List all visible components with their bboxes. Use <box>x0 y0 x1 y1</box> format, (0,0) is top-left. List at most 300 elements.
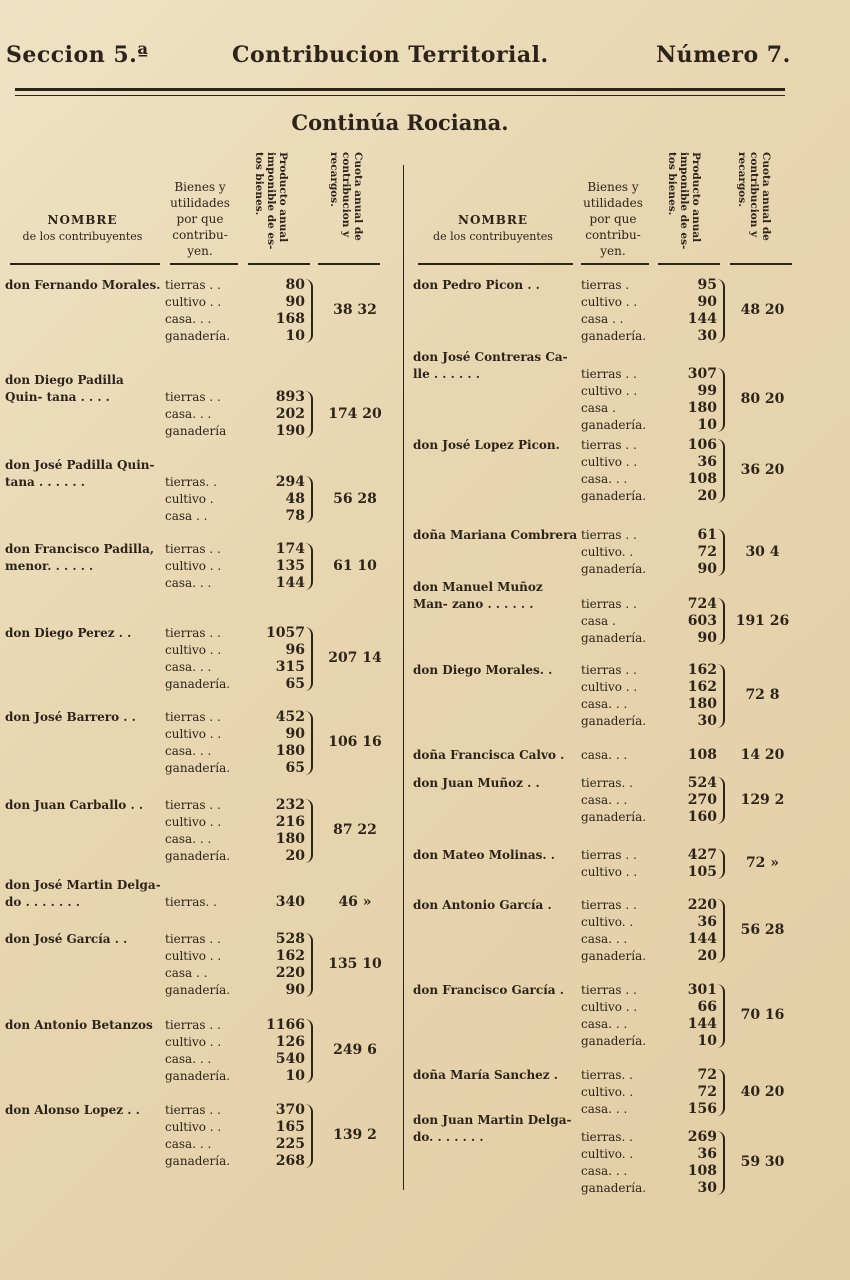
property-type: tierras. . <box>581 776 633 790</box>
contributor-name: don Francisco García . <box>413 983 564 997</box>
annual-quota: 61 10 <box>333 557 377 574</box>
brace-icon <box>717 899 725 963</box>
contributor-name: don José García . . <box>5 932 128 946</box>
brace-icon <box>717 984 725 1048</box>
taxable-value: 180 <box>275 743 305 759</box>
property-type: ganadería. <box>581 810 647 824</box>
taxable-value: 144 <box>687 1016 717 1032</box>
taxable-value: 65 <box>285 760 305 776</box>
taxable-values <box>675 437 717 505</box>
annual-quota: 46 » <box>338 893 372 910</box>
property-type: casa. . . <box>581 1102 628 1116</box>
taxable-values <box>675 897 717 965</box>
taxable-values <box>675 747 717 764</box>
taxable-value: 893 <box>275 389 305 405</box>
property-type: cultivo . . <box>165 727 222 741</box>
cuota-header: Cuota anual de contribucion y recargos. <box>328 152 364 241</box>
property-types <box>581 437 646 505</box>
annual-quota: 106 16 <box>328 734 382 750</box>
header-underline <box>248 263 310 265</box>
property-type: casa. . . <box>581 1164 628 1178</box>
taxable-value: 144 <box>687 311 717 327</box>
taxable-value: 162 <box>687 679 717 695</box>
property-types <box>165 1017 230 1085</box>
property-type: tierras. . <box>581 1068 633 1082</box>
contributor-name: don Manuel Muñoz Man- zano . . . . . . <box>413 580 543 611</box>
taxable-values <box>675 662 717 730</box>
property-types <box>581 596 646 647</box>
taxable-value: 10 <box>285 328 305 344</box>
annual-quota: 174 20 <box>328 405 382 422</box>
taxable-value: 180 <box>687 696 717 712</box>
contributor-name: doña Mariana Combrera <box>413 528 578 542</box>
contributor-name: don Antonio García . <box>413 898 552 912</box>
property-type: casa. . . <box>581 748 628 762</box>
header-underline <box>418 263 573 265</box>
property-type: tierras . . <box>165 1018 221 1032</box>
taxable-value: 156 <box>687 1101 717 1117</box>
taxable-value: 269 <box>687 1129 717 1145</box>
taxable-value: 90 <box>697 294 717 310</box>
property-type: casa. . . <box>165 1137 212 1151</box>
taxable-value: 108 <box>687 471 717 487</box>
taxable-value: 108 <box>687 1163 717 1179</box>
property-type: cultivo . . <box>581 295 638 309</box>
property-type: casa. . . <box>165 1052 212 1066</box>
property-types <box>165 389 226 440</box>
property-type: casa. . . <box>581 793 628 807</box>
property-type: casa . . <box>581 312 624 326</box>
annual-quota: 14 20 <box>740 746 785 763</box>
annual-quota: 70 16 <box>740 1007 785 1023</box>
taxable-value: 106 <box>687 437 717 453</box>
taxable-value: 162 <box>275 948 305 964</box>
taxable-values <box>263 931 305 999</box>
property-types <box>581 747 627 764</box>
nombre-header <box>413 212 573 245</box>
annual-quota: 56 28 <box>333 490 377 507</box>
property-type: casa. . . <box>581 697 628 711</box>
taxable-value: 528 <box>275 931 305 947</box>
property-type: cultivo . . <box>165 1120 222 1134</box>
brace-icon <box>717 368 725 432</box>
taxable-value: 48 <box>285 491 305 507</box>
property-types <box>581 277 646 345</box>
contributor-name: don Diego Morales. . <box>413 663 553 677</box>
header-underline <box>658 263 720 265</box>
nombre-subtitle: de los contribuyentes <box>433 230 553 243</box>
taxable-values <box>263 389 305 440</box>
taxable-value: 36 <box>697 1146 717 1162</box>
producto-header: Producto anual imponible de es- tos bienes. <box>666 152 702 250</box>
annual-quota: 48 20 <box>740 302 785 318</box>
contributor-name: don Juan Martin Delga- do. . . . . . . <box>413 1113 572 1144</box>
taxable-value: 315 <box>275 659 305 675</box>
property-type: cultivo . . <box>581 1000 638 1014</box>
property-type: tierras . . <box>165 390 221 404</box>
taxable-value: 220 <box>687 897 717 913</box>
brace-icon <box>717 529 725 576</box>
property-type: ganadería. <box>581 714 647 728</box>
property-type: tierras . . <box>165 1103 221 1117</box>
taxable-value: 603 <box>687 613 717 629</box>
property-type: tierras . . <box>581 663 637 677</box>
property-type: casa. . . <box>581 472 628 486</box>
brace-icon <box>305 627 313 691</box>
contributor-name: don Antonio Betanzos <box>5 1018 153 1032</box>
property-types <box>165 277 230 345</box>
taxable-values <box>675 527 717 578</box>
taxable-values <box>263 1017 305 1085</box>
property-type: ganadería. <box>165 677 231 691</box>
property-type: casa. . . <box>581 932 628 946</box>
property-type: ganadería. <box>165 1154 231 1168</box>
property-type: cultivo . <box>165 492 214 506</box>
taxable-value: 135 <box>275 558 305 574</box>
taxable-value: 72 <box>697 544 717 560</box>
taxable-value: 180 <box>687 400 717 416</box>
property-type: casa . <box>581 614 616 628</box>
property-type: tierras . . <box>581 597 637 611</box>
taxable-values <box>263 894 305 911</box>
property-types <box>165 709 230 777</box>
brace-icon <box>717 439 725 503</box>
taxable-values <box>675 1067 717 1118</box>
contributor-name: don José Barrero . . <box>5 710 136 724</box>
taxable-value: 370 <box>275 1102 305 1118</box>
taxable-value: 540 <box>275 1051 305 1067</box>
taxable-value: 30 <box>697 328 717 344</box>
property-type: casa. . . <box>165 312 212 326</box>
right-column-header <box>413 150 793 265</box>
nombre-subtitle: de los contribuyentes <box>22 230 143 243</box>
right-column <box>413 150 793 1196</box>
taxable-value: 20 <box>697 948 717 964</box>
taxable-values <box>263 709 305 777</box>
property-type: cultivo. . <box>581 545 634 559</box>
property-types <box>165 625 230 693</box>
taxable-values <box>263 1102 305 1170</box>
property-types <box>581 897 646 965</box>
contributor-name: don Alonso Lopez . . <box>5 1103 140 1117</box>
property-types <box>165 1102 230 1170</box>
taxable-value: 144 <box>687 931 717 947</box>
nombre-title: NOMBRE <box>458 213 528 227</box>
property-type: ganadería. <box>165 849 231 863</box>
nombre-title: NOMBRE <box>47 213 118 227</box>
cuota-header: Cuota anual de contribucion y recargos. <box>736 152 772 241</box>
property-type: casa. . . <box>165 660 212 674</box>
taxable-value: 72 <box>697 1067 717 1083</box>
property-type: tierras . . <box>165 710 221 724</box>
taxable-values <box>263 541 305 592</box>
property-type: ganadería <box>165 424 227 438</box>
property-type: cultivo . . <box>581 384 638 398</box>
property-type: casa . . <box>165 509 208 523</box>
property-type: tierras . . <box>165 626 221 640</box>
property-type: casa. . . <box>165 744 212 758</box>
property-type: ganadería. <box>581 562 647 576</box>
taxable-value: 168 <box>275 311 305 327</box>
property-type: tierras . . <box>581 898 637 912</box>
property-type: cultivo. . <box>581 1085 634 1099</box>
brace-icon <box>305 933 313 997</box>
property-types <box>165 474 217 525</box>
property-type: ganadería. <box>581 329 647 343</box>
property-type: tierras . . <box>581 983 637 997</box>
contributor-name: doña María Sanchez . <box>413 1068 558 1082</box>
taxable-value: 427 <box>687 847 717 863</box>
property-type: tierras . . <box>581 438 637 452</box>
bienes-header: Bienes y utilidades por que contribu- yen. <box>170 180 230 258</box>
property-types <box>165 797 230 865</box>
property-type: ganadería. <box>165 983 231 997</box>
header-underline <box>581 263 649 265</box>
taxable-value: 174 <box>275 541 305 557</box>
property-types <box>581 1129 646 1197</box>
taxable-value: 144 <box>275 575 305 591</box>
contributor-name: don Juan Carballo . . <box>5 798 144 812</box>
brace-icon <box>305 279 313 343</box>
property-type: casa . . <box>165 966 208 980</box>
annual-quota: 30 4 <box>745 543 780 560</box>
property-type: cultivo . . <box>165 949 222 963</box>
property-types <box>581 366 646 434</box>
taxable-value: 1166 <box>266 1017 305 1033</box>
property-types <box>165 541 221 592</box>
property-type: cultivo . . <box>581 865 638 879</box>
taxable-values <box>263 277 305 345</box>
brace-icon <box>305 391 313 438</box>
taxable-value: 105 <box>687 864 717 880</box>
producto-header: Producto anual imponible de es- tos bienes. <box>253 152 289 250</box>
annual-quota: 135 10 <box>328 956 382 972</box>
taxable-values <box>263 625 305 693</box>
taxable-value: 126 <box>275 1034 305 1050</box>
taxable-value: 20 <box>697 488 717 504</box>
section-number: Seccion 5.ª <box>6 42 149 68</box>
taxable-value: 20 <box>285 848 305 864</box>
property-type: tierras . . <box>581 367 637 381</box>
brace-icon <box>717 777 725 824</box>
property-type: ganadería. <box>581 489 647 503</box>
property-types <box>165 931 230 999</box>
property-type: ganadería. <box>165 1069 231 1083</box>
property-type: tierras . . <box>165 542 221 556</box>
taxable-value: 160 <box>687 809 717 825</box>
property-type: cultivo . . <box>165 295 222 309</box>
taxable-value: 90 <box>285 982 305 998</box>
taxable-value: 65 <box>285 676 305 692</box>
annual-quota: 72 8 <box>745 687 780 703</box>
taxable-value: 61 <box>697 527 717 543</box>
taxable-value: 225 <box>275 1136 305 1152</box>
property-type: tierras . . <box>165 932 221 946</box>
taxable-values <box>675 982 717 1050</box>
property-type: ganadería. <box>581 418 647 432</box>
taxable-value: 452 <box>275 709 305 725</box>
taxable-value: 294 <box>275 474 305 490</box>
taxable-value: 90 <box>285 294 305 310</box>
property-types <box>581 527 646 578</box>
taxable-value: 30 <box>697 713 717 729</box>
brace-icon <box>305 711 313 775</box>
page-title: Contribucion Territorial. <box>232 42 549 68</box>
taxable-value: 190 <box>275 423 305 439</box>
taxable-values <box>263 474 305 525</box>
annual-quota: 56 28 <box>740 922 785 938</box>
brace-icon <box>717 849 725 879</box>
taxable-value: 165 <box>275 1119 305 1135</box>
property-type: tierras . . <box>581 528 637 542</box>
taxable-value: 96 <box>285 642 305 658</box>
property-type: cultivo . . <box>581 680 638 694</box>
taxable-value: 724 <box>687 596 717 612</box>
taxable-value: 524 <box>687 775 717 791</box>
taxable-values <box>675 366 717 434</box>
taxable-value: 80 <box>285 277 305 293</box>
left-column-header <box>5 150 395 265</box>
annual-quota: 80 20 <box>740 391 785 407</box>
taxable-value: 340 <box>275 894 305 910</box>
taxable-value: 216 <box>275 814 305 830</box>
header-underline <box>170 263 238 265</box>
taxable-value: 95 <box>697 277 717 293</box>
header-rule <box>15 88 785 91</box>
header-rule-thin <box>15 95 785 96</box>
property-types <box>581 982 646 1050</box>
taxable-value: 10 <box>285 1068 305 1084</box>
property-type: ganadería. <box>581 1034 647 1048</box>
taxable-value: 10 <box>697 1033 717 1049</box>
property-type: cultivo . . <box>165 1035 222 1049</box>
property-type: tierras. . <box>165 895 217 909</box>
header-underline <box>730 263 792 265</box>
brace-icon <box>305 799 313 863</box>
contributor-name: don Juan Muñoz . . <box>413 776 540 790</box>
taxable-values <box>263 797 305 865</box>
property-type: cultivo . . <box>165 559 222 573</box>
property-type: cultivo . . <box>165 815 222 829</box>
taxable-value: 108 <box>687 747 717 763</box>
taxable-value: 36 <box>697 454 717 470</box>
property-type: casa . <box>581 401 616 415</box>
property-type: ganadería. <box>581 949 647 963</box>
bienes-header: Bienes y utilidades por que contribu- yen. <box>583 180 643 258</box>
property-type: ganadería. <box>581 1181 647 1195</box>
header-underline <box>318 263 380 265</box>
annual-quota: 87 22 <box>333 822 377 838</box>
taxable-value: 10 <box>697 417 717 433</box>
annual-quota: 139 2 <box>333 1127 377 1143</box>
contributor-name: doña Francisca Calvo . <box>413 748 565 762</box>
taxable-values <box>675 277 717 345</box>
property-type: cultivo. . <box>581 1147 634 1161</box>
contributor-name: don Diego Perez . . <box>5 626 132 640</box>
property-types <box>581 1067 633 1118</box>
taxable-value: 307 <box>687 366 717 382</box>
taxable-value: 180 <box>275 831 305 847</box>
contributor-name: don Francisco Padilla, menor. . . . . . <box>5 542 155 573</box>
taxable-value: 90 <box>697 630 717 646</box>
property-type: tierras . . <box>165 278 221 292</box>
property-type: ganadería. <box>165 329 231 343</box>
annual-quota: 191 26 <box>735 612 790 629</box>
brace-icon <box>305 476 313 523</box>
left-column <box>5 150 395 1169</box>
nombre-header <box>5 212 160 245</box>
brace-icon <box>717 1131 725 1195</box>
property-type: casa. . . <box>165 576 212 590</box>
property-type: tierras . . <box>165 798 221 812</box>
taxable-value: 66 <box>697 999 717 1015</box>
taxable-value: 268 <box>275 1153 305 1169</box>
brace-icon <box>305 543 313 590</box>
taxable-value: 99 <box>697 383 717 399</box>
contributor-name: don José Contreras Ca- lle . . . . . . <box>413 350 568 381</box>
contributor-name: don Diego Padilla Quin- tana . . . . <box>5 373 124 404</box>
contributor-name: don Pedro Picon . . <box>413 278 540 292</box>
contributor-name: don José Padilla Quin- tana . . . . . . <box>5 458 155 489</box>
taxable-value: 162 <box>687 662 717 678</box>
taxable-values <box>675 596 717 647</box>
property-type: cultivo . . <box>165 643 222 657</box>
property-type: tierras . <box>581 278 630 292</box>
taxable-value: 270 <box>687 792 717 808</box>
taxable-value: 72 <box>697 1084 717 1100</box>
annual-quota: 38 32 <box>333 302 377 318</box>
property-type: ganadería. <box>165 761 231 775</box>
contributor-name: don Fernando Morales. <box>5 278 161 292</box>
taxable-value: 30 <box>697 1180 717 1196</box>
property-type: casa. . . <box>165 407 212 421</box>
brace-icon <box>717 1069 725 1116</box>
taxable-value: 78 <box>285 508 305 524</box>
property-types <box>581 847 637 881</box>
property-type: tierras. . <box>165 475 217 489</box>
brace-icon <box>717 598 725 645</box>
annual-quota: 72 » <box>745 855 780 871</box>
annual-quota: 59 30 <box>740 1154 785 1170</box>
taxable-values <box>675 775 717 826</box>
taxable-values <box>675 1129 717 1197</box>
annual-quota: 129 2 <box>740 791 785 808</box>
brace-icon <box>305 1019 313 1083</box>
contributor-name: don José Martin Delga- do . . . . . . . <box>5 878 161 909</box>
page-number: Número 7. <box>656 42 791 68</box>
property-types <box>165 894 217 911</box>
brace-icon <box>717 664 725 728</box>
taxable-value: 202 <box>275 406 305 422</box>
property-type: cultivo . . <box>581 455 638 469</box>
contributor-name: don José Lopez Picon. <box>413 438 560 452</box>
annual-quota: 249 6 <box>333 1042 377 1058</box>
property-type: tierras . . <box>581 848 637 862</box>
taxable-value: 301 <box>687 982 717 998</box>
brace-icon <box>305 1104 313 1168</box>
property-type: casa. . . <box>581 1017 628 1031</box>
property-types <box>581 662 646 730</box>
property-types <box>581 775 646 826</box>
annual-quota: 40 20 <box>740 1083 785 1100</box>
taxable-value: 90 <box>285 726 305 742</box>
taxable-value: 220 <box>275 965 305 981</box>
property-type: ganadería. <box>581 631 647 645</box>
annual-quota: 207 14 <box>328 650 382 666</box>
header-underline <box>10 263 160 265</box>
brace-icon <box>717 279 725 343</box>
contributor-name: don Mateo Molinas. . <box>413 848 555 862</box>
